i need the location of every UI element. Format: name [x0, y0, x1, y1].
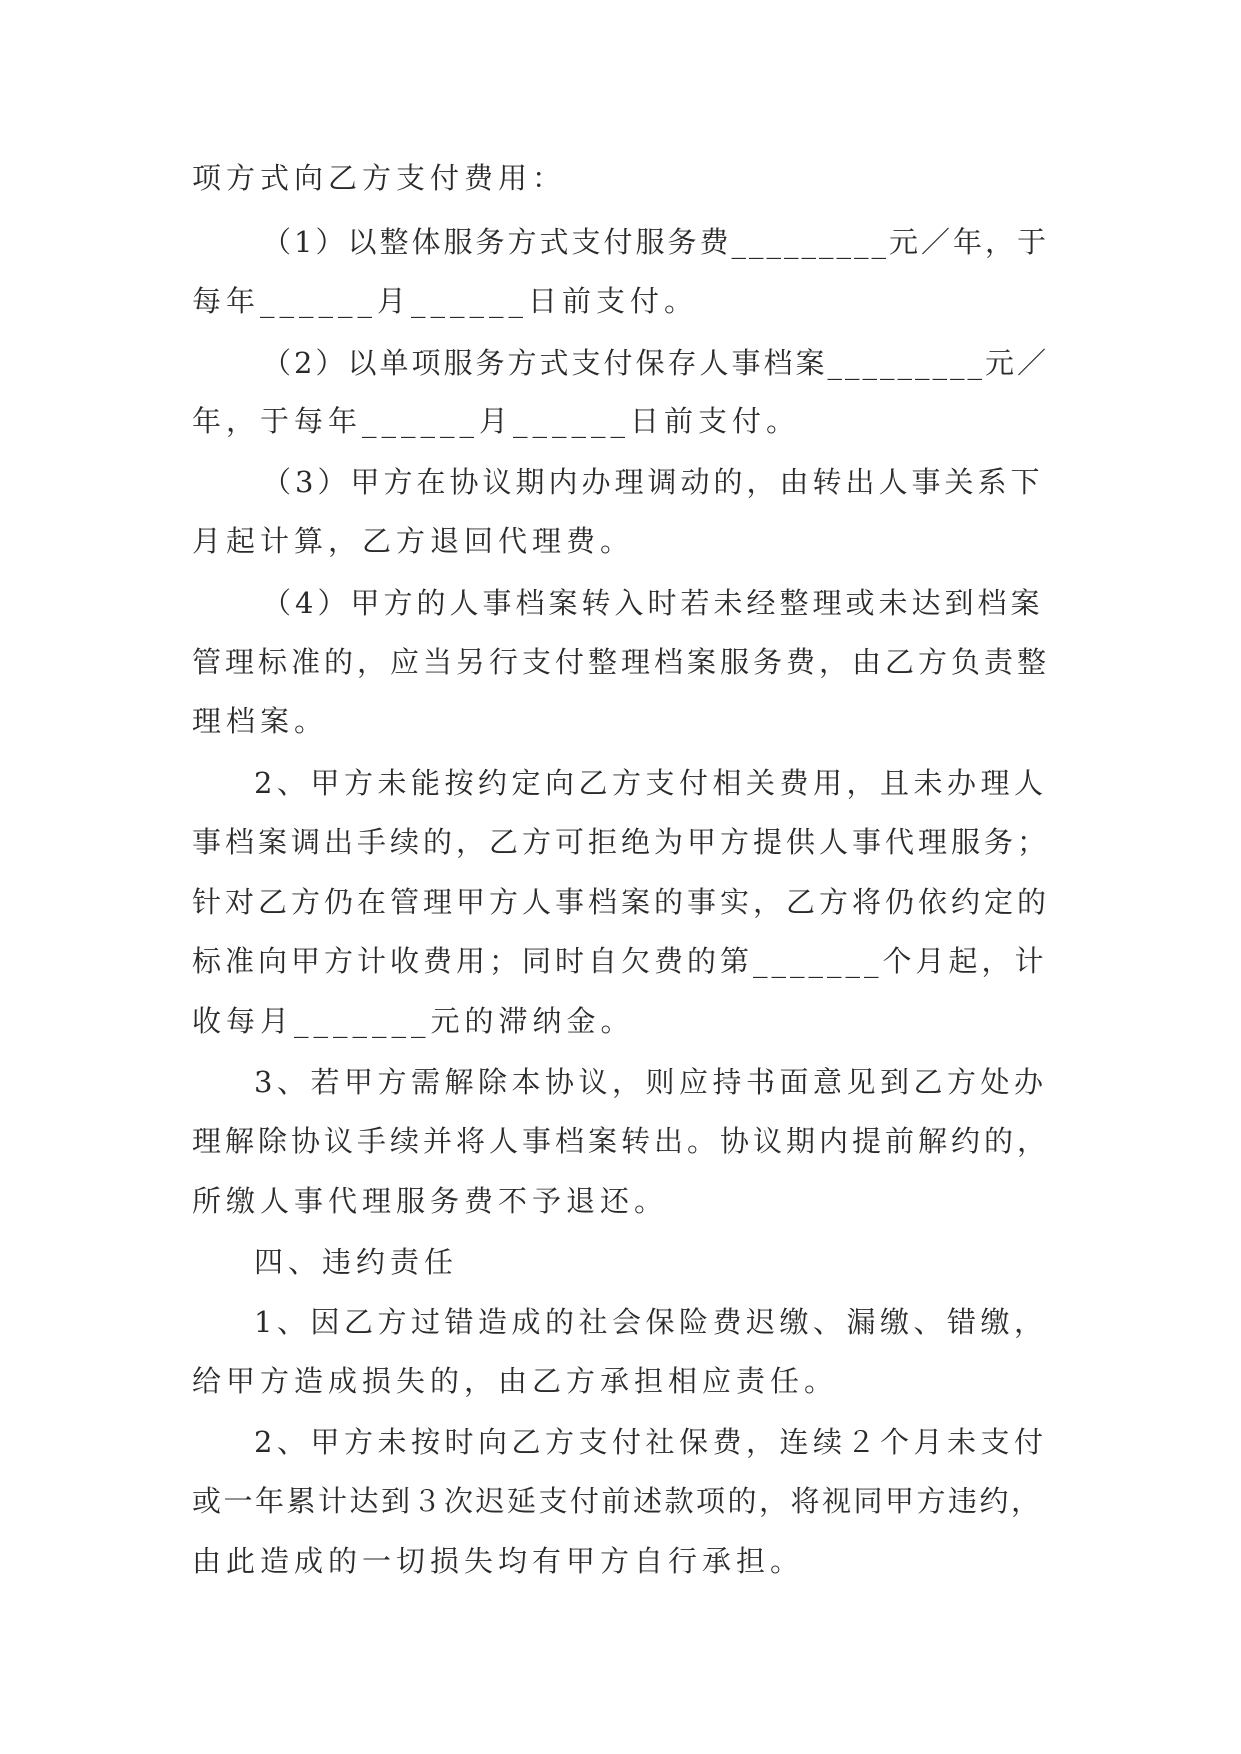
text-line: （1）以整体服务方式支付服务费_________元／年，于	[262, 225, 1049, 259]
section-heading: 四、违约责任	[254, 1245, 459, 1279]
text-line: 所缴人事代理服务费不予退还。	[192, 1184, 669, 1218]
text-line: （4）甲方的人事档案转入时若未经整理或未达到档案	[262, 586, 1044, 620]
text-line: 每年______月______日前支付。	[192, 284, 699, 318]
text-line: 由此造成的一切损失均有甲方自行承担。	[192, 1544, 805, 1578]
text-line: 收每月_______元的滞纳金。	[192, 1004, 635, 1038]
text-line: 给甲方造成损失的，由乙方承担相应责任。	[192, 1364, 839, 1398]
text-line: 或一年累计达到３次迟延支付前述款项的，将视同甲方违约，	[192, 1484, 1043, 1518]
text-line: 事档案调出手续的，乙方可拒绝为甲方提供人事代理服务；	[192, 825, 1051, 859]
text-line: 2、甲方未按时向乙方支付社保费，连续２个月未支付	[254, 1425, 1048, 1459]
text-line: （3）甲方在协议期内办理调动的，由转出人事关系下	[262, 465, 1044, 499]
text-line: 月起计算，乙方退回代理费。	[192, 524, 635, 558]
text-line: 2、甲方未能按约定向乙方支付相关费用，且未办理人	[254, 766, 1048, 800]
text-line: 1、因乙方过错造成的社会保险费迟缴、漏缴、错缴，	[254, 1305, 1048, 1339]
text-line: 管理标准的，应当另行支付整理档案服务费，由乙方负责整	[192, 645, 1051, 679]
text-line: 标准向甲方计收费用；同时自欠费的第_______个月起，计	[192, 944, 1048, 978]
text-line: 理解除协议手续并将人事档案转出。协议期内提前解约的，	[192, 1124, 1051, 1158]
text-line: 理档案。	[192, 704, 329, 738]
text-line: 3、若甲方需解除本协议，则应持书面意见到乙方处办	[254, 1065, 1048, 1099]
text-line: 针对乙方仍在管理甲方人事档案的事实，乙方将仍依约定的	[192, 885, 1051, 919]
text-line: 年，于每年______月______日前支付。	[192, 404, 801, 438]
text-line: （2）以单项服务方式支付保存人事档案_________元／	[262, 346, 1049, 380]
text-line: 项方式向乙方支付费用：	[192, 161, 567, 195]
